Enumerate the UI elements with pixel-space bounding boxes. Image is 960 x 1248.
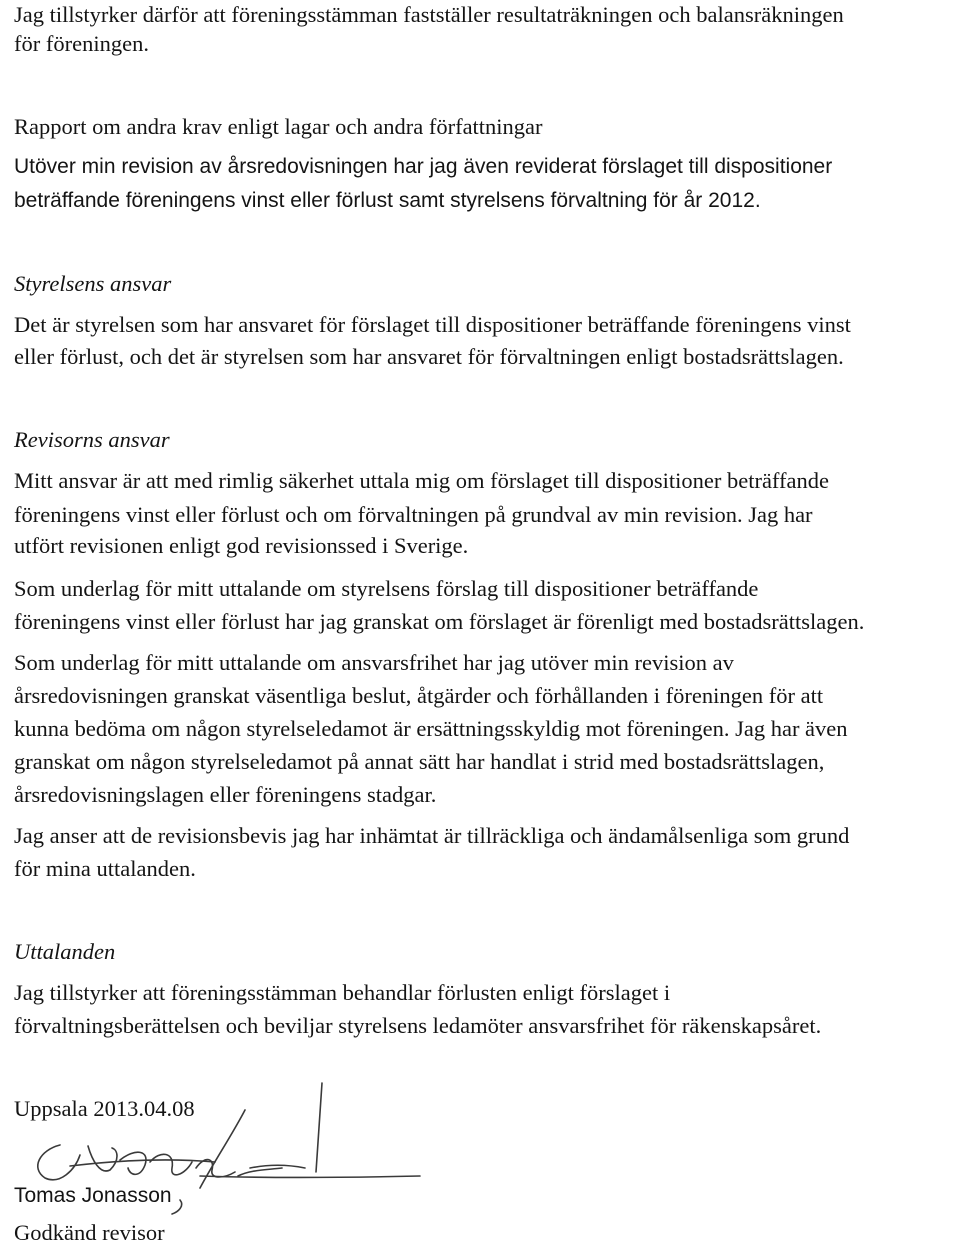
auditor-heading: Revisorns ansvar: [14, 427, 170, 452]
auditor-body-3-line-5: årsredovisningslagen eller föreningens stadgar.: [14, 782, 437, 807]
intro-line-1: Jag tillstyrker därför att föreningsstämman fastställer resultaträkningen och balansräkningen: [14, 2, 844, 27]
board-body-line-1: Det är styrelsen som har ansvaret för förslaget till dispositioner beträffande föreningens vinst: [14, 312, 851, 337]
auditor-body-1-line-3: utfört revisionen enligt god revisionssed i Sverige.: [14, 533, 469, 558]
auditor-body-4-line-2: för mina uttalanden.: [14, 856, 196, 881]
intro-line-2: för föreningen.: [14, 31, 149, 56]
statements-body-line-1: Jag tillstyrker att föreningsstämman behandlar förlusten enligt förslaget i: [14, 980, 671, 1005]
auditor-body-1-line-1: Mitt ansvar är att med rimlig säkerhet uttala mig om förslaget till dispositioner beträffande: [14, 468, 829, 493]
signer-title: Godkänd revisor: [14, 1220, 165, 1245]
signer-name: Tomas Jonasson: [14, 1184, 172, 1207]
report-body-line-2: beträffande föreningens vinst eller förlust samt styrelsens förvaltning för år 2012.: [14, 189, 761, 212]
board-body-line-2: eller förlust, och det är styrelsen som har ansvaret för förvaltningen enligt bostadsrättslagen.: [14, 344, 844, 369]
auditor-body-3-line-1: Som underlag för mitt uttalande om ansvarsfrihet har jag utöver min revision av: [14, 650, 734, 675]
auditor-body-3-line-3: kunna bedöma om någon styrelseledamot är ersättningsskyldig mot föreningen. Jag har även: [14, 716, 848, 741]
auditor-body-3-line-2: årsredovisningen granskat väsentliga beslut, åtgärder och förhållanden i föreningen för att: [14, 683, 824, 708]
place-date: Uppsala 2013.04.08: [14, 1096, 195, 1121]
auditor-body-1-line-2: föreningens vinst eller förlust och om förvaltningen på grundval av min revision. Jag har: [14, 502, 813, 527]
report-heading: Rapport om andra krav enligt lagar och andra författningar: [14, 114, 543, 139]
statements-heading: Uttalanden: [14, 939, 116, 964]
auditor-body-4-line-1: Jag anser att de revisionsbevis jag har inhämtat är tillräckliga och ändamålsenliga som grund: [14, 823, 850, 848]
auditor-body-3-line-4: granskat om någon styrelseledamot på annat sätt har handlat i strid med bostadsrättslagen,: [14, 749, 825, 774]
report-body-line-1: Utöver min revision av årsredovisningen har jag även reviderat förslaget till dispositioner: [14, 155, 833, 178]
statements-body-line-2: förvaltningsberättelsen och beviljar styrelsens ledamöter ansvarsfrihet för räkenskapsåret.: [14, 1013, 822, 1038]
board-heading: Styrelsens ansvar: [14, 271, 172, 296]
auditor-body-2-line-2: föreningens vinst eller förlust har jag granskat om förslaget är förenligt med bostadsrättslagen.: [14, 609, 865, 634]
auditor-body-2-line-1: Som underlag för mitt uttalande om styrelsens förslag till dispositioner beträffande: [14, 576, 759, 601]
